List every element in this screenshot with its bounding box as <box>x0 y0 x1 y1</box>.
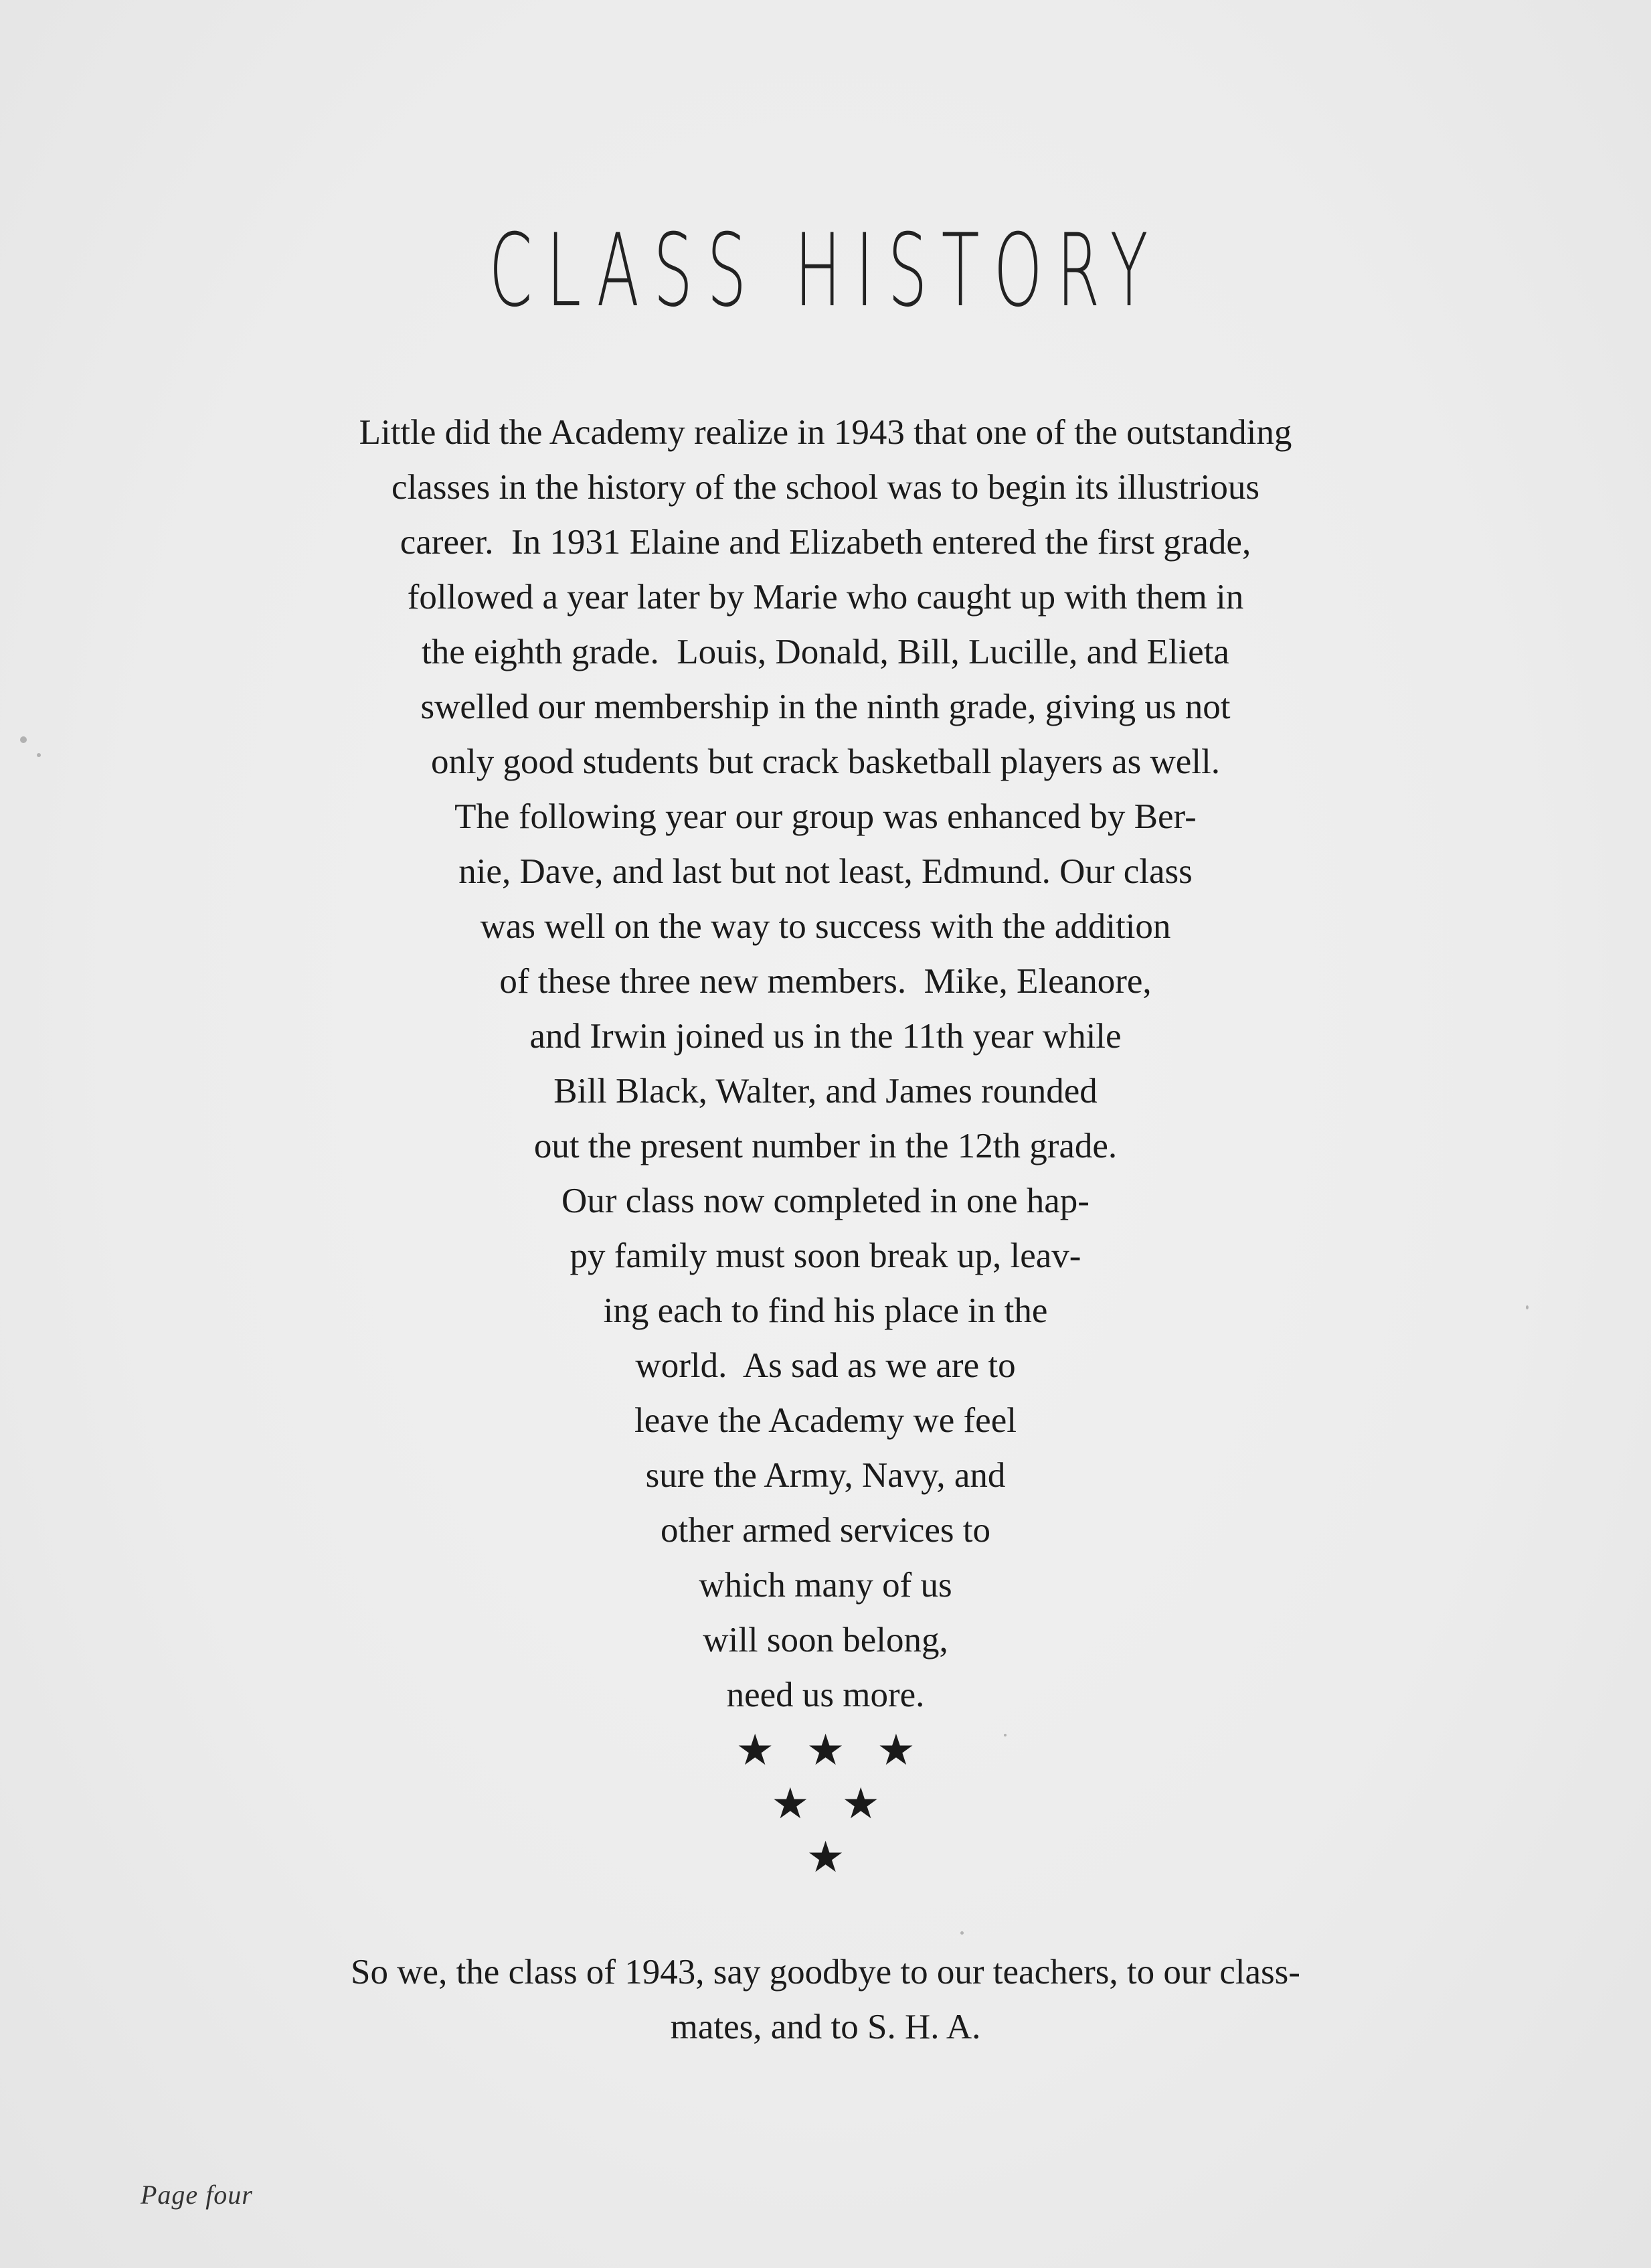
text-line: which many of us <box>699 1566 952 1605</box>
text-line: The following year our group was enhanced by Ber- <box>454 797 1197 836</box>
text-line: other armed services to <box>661 1511 990 1550</box>
text-line: So we, the class of 1943, say goodbye to our teachers, to our class- <box>351 1953 1300 1992</box>
text-line: of these three new members. Mike, Eleanore, <box>499 962 1152 1001</box>
text-line: the eighth grade. Louis, Donald, Bill, Lucille, and Elieta <box>422 633 1229 671</box>
text-line: mates, and to S. H. A. <box>670 2008 981 2046</box>
text-line: out the present number in the 12th grade. <box>533 1127 1118 1165</box>
text-line: classes in the history of the school was to begin its illustrious <box>392 468 1259 507</box>
text-line: sure the Army, Navy, and <box>645 1456 1006 1495</box>
text-line: was well on the way to success with the addition <box>480 907 1171 946</box>
star-icon-row: ★ <box>806 1833 877 1882</box>
page-number: Page four <box>141 2180 253 2210</box>
text-line: Our class now completed in one hap- <box>561 1182 1090 1220</box>
star-ornament <box>0 1724 1651 1884</box>
text-line: will soon belong, <box>703 1621 948 1659</box>
text-line: need us more. <box>726 1676 925 1714</box>
text-line: career. In 1931 Elaine and Elizabeth entered the first grade, <box>400 523 1251 562</box>
star-icon-row: ★★ <box>771 1779 912 1829</box>
scan-speck <box>960 1931 964 1935</box>
star-icon-row: ★★★ <box>735 1726 948 1775</box>
scan-speck <box>1004 1734 1007 1736</box>
page-title: CLASS HISTORY <box>489 213 1162 329</box>
text-line: swelled our membership in the ninth grade, giving us not <box>420 687 1231 726</box>
class-history-text <box>0 405 1651 1722</box>
text-line: py family must soon break up, leav- <box>570 1236 1081 1275</box>
text-line: followed a year later by Marie who caught up with them in <box>407 578 1244 617</box>
closing-paragraph <box>0 1945 1651 2054</box>
scan-speck <box>37 753 41 757</box>
text-line: and Irwin joined us in the 11th year while <box>529 1017 1122 1056</box>
text-line: only good students but crack basketball players as well. <box>431 742 1220 781</box>
text-line: world. As sad as we are to <box>635 1346 1016 1385</box>
text-line: Little did the Academy realize in 1943 that one of the outstanding <box>359 413 1292 452</box>
text-line: Bill Black, Walter, and James rounded <box>553 1072 1098 1111</box>
text-line: ing each to find his place in the <box>603 1291 1048 1330</box>
scan-speck <box>20 736 27 743</box>
text-line: nie, Dave, and last but not least, Edmund. Our class <box>458 852 1193 891</box>
scan-speck <box>1526 1305 1529 1309</box>
text-line: leave the Academy we feel <box>634 1401 1017 1440</box>
